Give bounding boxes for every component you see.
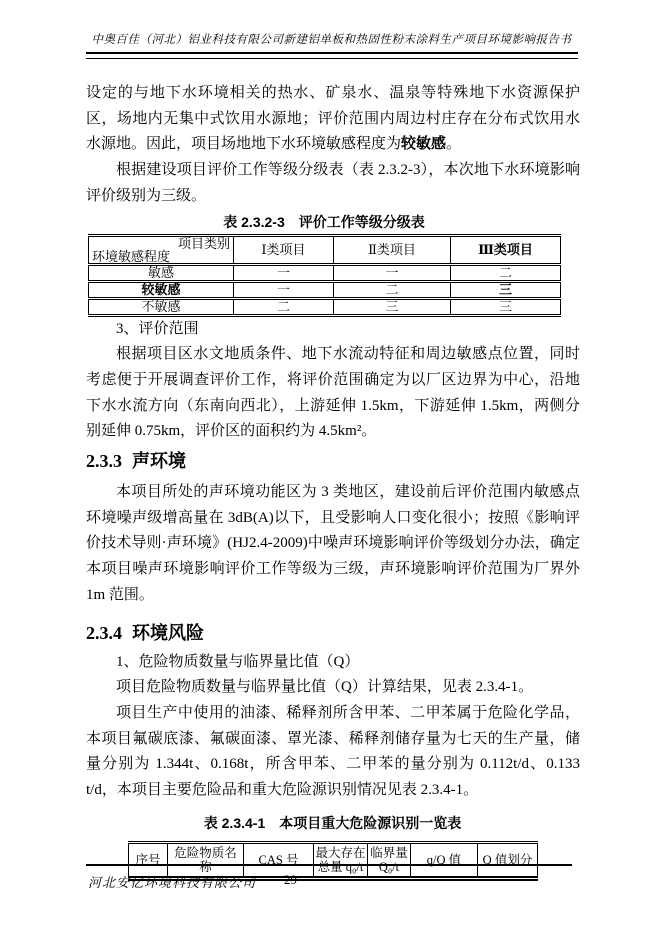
grade-cell: 一	[234, 281, 334, 298]
heading-environmental-risk	[86, 621, 580, 645]
grade-cell: 三	[451, 281, 561, 298]
paragraph-assessment-scope: 根据项目区水文地质条件、地下水流动特征和周边敏感点位置，同时考虑便于开展调查评价工作，将评价范围确定为以厂区边界为中心，沿地下水水流方向（东南向西北），上游延伸 1.5km，下游延伸 1.5km，两侧分别延伸 0.75km，评价区的面积约为 4.5km²。	[86, 346, 580, 440]
footer-company-name: 河北安亿环境科技有限公司	[88, 875, 257, 890]
row-label: 较敏感	[89, 281, 234, 298]
paragraph-hazard-description: 项目生产中使用的油漆、稀释剂所含甲苯、二甲苯属于危险化学品，本项目氟碳底漆、氟碳面漆、罩光漆、稀释剂储存量为七天的生产量，储量分别为 1.344t、0.168t，所含甲苯、二甲苯的量分别为 0.112t/d、0.133 t/d，本项目主要危险品和重大危险源识别情况见表 2.3.4-1。	[86, 704, 580, 799]
p1-period: 。	[446, 136, 462, 153]
col-header-q-ratio: q/Q 值	[411, 842, 478, 878]
page-body	[86, 81, 580, 881]
heading-acoustic-environment	[86, 449, 580, 473]
grade-cell: 二	[334, 281, 451, 298]
grade-row-sensitive	[89, 264, 561, 281]
grade-cell: 一	[334, 264, 451, 281]
corner-label-sensitivity: 环境敏感程度	[92, 248, 171, 264]
corner-cell	[89, 235, 234, 264]
col-header-threshold: 临界量 Q₀/t	[368, 842, 411, 878]
row-label: 敏感	[89, 264, 234, 281]
table2-caption: 表 2.3.4-1 本项目重大危险源识别一览表	[203, 814, 462, 831]
paragraph-q-result: 项目危险物质数量与临界量比值（Q）计算结果，见表 2.3.4-1。	[116, 679, 534, 696]
grade-cell: 二	[234, 298, 334, 315]
p1-bold-term: 较敏感	[401, 136, 447, 153]
grade-cell: 三	[334, 298, 451, 315]
col-header-class3: Ⅲ类项目	[451, 235, 561, 264]
subheading-assessment-scope: 3、评价范围	[116, 320, 199, 337]
paragraph-groundwater-sensitivity	[86, 81, 580, 158]
corner-label-project-type: 项目类别	[177, 235, 230, 251]
header-double-rule	[86, 52, 578, 59]
col-header-q-classification: Q 值划分	[478, 842, 538, 878]
heading-number: 2.3.3	[86, 451, 122, 472]
report-title: 中奥百佳（河北）铝业科技有限公司新建铝单板和热固性粉末涂料生产项目环境影响报告书	[91, 34, 572, 46]
heading-number: 2.3.4	[86, 622, 122, 643]
col-header-class1: Ⅰ类项目	[234, 235, 334, 264]
col-header-class2: Ⅱ类项目	[334, 235, 451, 264]
page-number: 29	[284, 872, 297, 887]
grade-cell: 一	[234, 264, 334, 281]
col-header-max-quantity: 最大存在总量 q₀/t	[314, 842, 368, 878]
grade-row-less-sensitive	[89, 281, 561, 298]
col-header-index: 序号	[129, 842, 168, 878]
heading-label: 环境风险	[132, 622, 204, 643]
paragraph-grade-conclusion: 根据建设项目评价工作等级分级表（表 2.3.2-3），本次地下水环境影响评价级别为三级。	[86, 162, 580, 204]
page-footer	[86, 864, 572, 890]
page-header	[0, 0, 663, 48]
grade-row-insensitive	[89, 298, 561, 315]
paragraph-acoustic-environment: 本项目所处的声环境功能区为 3 类地区，建设前后评价范围内敏感点环境噪声级增高量在 3dB(A)以下，且受影响人口变化很小；按照《影响评价技术导则·声环境》(HJ2.4-2009)中噪声环境影响评价等级划分办法，确定本项目噪声环境影响评价工作等级为三级，声环境影响评价范围为厂界外 1m 范围。	[86, 484, 580, 603]
p1-text: 设定的与地下水环境相关的热水、矿泉水、温泉等特殊地下水资源保护区，场地内无集中式饮用水源地；评价范围内周边村庄存在分布式饮用水水源地。因此，项目场地地下水环境敏感程度为	[86, 85, 580, 153]
col-header-cas-number: CAS 号	[244, 842, 314, 878]
table1-caption: 表 2.3.2-3 评价工作等级分级表	[223, 213, 425, 230]
grade-table-header-row	[89, 235, 561, 264]
heading-label: 声环境	[132, 451, 186, 472]
subheading-q-ratio: 1、危险物质数量与临界量比值（Q）	[116, 653, 360, 670]
row-label: 不敏感	[89, 298, 234, 315]
grade-cell: 三	[451, 298, 561, 315]
col-header-substance-name: 危险物质名称	[168, 842, 244, 878]
grade-cell: 二	[451, 264, 561, 281]
grade-classification-table	[88, 234, 561, 317]
